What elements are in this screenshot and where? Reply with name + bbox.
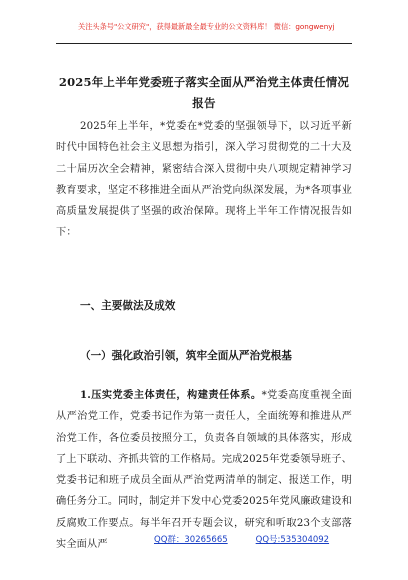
promo-header: 关注头条号"公文研究"，获得最新最全最专业的公文资料库！ 微信：gongwenyj (78, 22, 335, 31)
header-divider (56, 43, 352, 44)
item-paragraph (56, 385, 352, 555)
section-heading: 一、主要做法及成效 (80, 300, 176, 312)
footer-contacts (154, 533, 329, 545)
item-lead: 1.压实党委主体责任，构建责任体系。 (80, 389, 262, 401)
qq-group-link[interactable]: QQ群：30265665 (154, 535, 228, 545)
document-title: 2025年上半年党委班子落实全面从严治党主体责任情况报告 (58, 75, 350, 110)
intro-paragraph (56, 116, 352, 244)
subsection-heading: （一）强化政治引领，筑牢全面从严治党根基 (80, 350, 292, 362)
item-body: *党委高度重视全面从严治党工作，党委书记作为第一责任人，全面统筹和推进从严治党工作，各位委员按照分工，负责各自领域的具体落实，形成了上下联动、齐抓共管的工作格局。完成2025年党委领导班子、党委书记和班子成员全面从严治党两清单的制定、报送工作，明确任务分工。同时，制定并下发中心党委2025年党风廉政建设和反腐败工作要点。每半年召开专题会议，研究和听取23个支部落实全面从严 (56, 390, 352, 551)
qq-number-link[interactable]: QQ号:535304092 (255, 535, 330, 545)
intro-paragraph-text: 2025年上半年，*党委在*党委的坚强领导下，以习近平新时代中国特色社会主义思想为指引，深入学习贯彻党的二十大及二十届历次全会精神，紧密结合深入贯彻中央八项规定精神学习教育要求，坚定不移推进全面从严治党向纵深发展，为*各项事业高质量发展提供了坚强的政治保障。现将上半年工作情况报告如下： (56, 121, 352, 239)
